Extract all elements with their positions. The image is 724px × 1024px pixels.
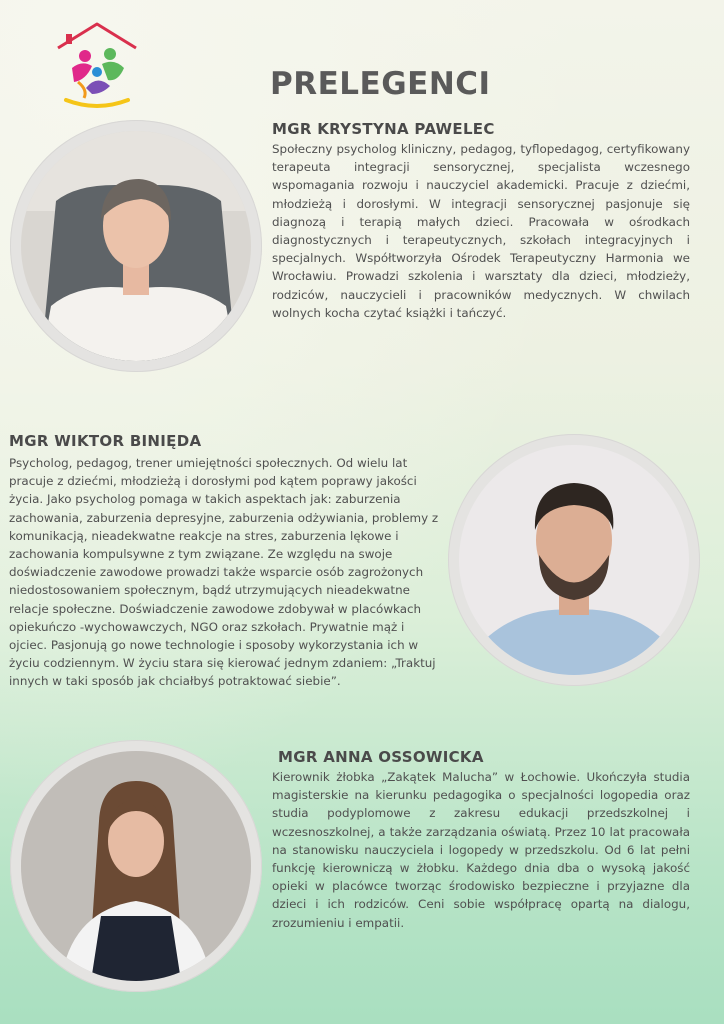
- speaker-name: MGR KRYSTYNA PAWELEC: [272, 120, 495, 138]
- speaker-name: MGR WIKTOR BINIĘDA: [9, 432, 202, 450]
- speaker-name: MGR ANNA OSSOWICKA: [278, 748, 484, 766]
- speaker-photo-wiktor: [459, 445, 689, 675]
- speaker-bio: Kierownik żłobka „Zakątek Malucha” w Łochowie. Ukończyła studia magisterskie na kierunku pedagogika o specjalności logopedia oraz studia podyplomowe z zakresu edukacji przedszkolnej i wczesnoszkolnej, a także zarządzania oświatą. Przez 10 lat pracowała na stanowisku nauczyciela i logopedy w przedszkolu. Od 6 lat pełni funkcję kierowniczą w żłobku. Każdego dnia dba o wysoką jakość opieki w placówce tworząc środowisko bezpieczne i przyjazne dla dzieci i ich rodziców. Ceni sobie współpracę opartą na dialogu, zrozumieniu i empatii.: [272, 770, 690, 930]
- speaker-bio: Społeczny psycholog kliniczny, pedagog, tyflopedagog, certyfikowany terapeuta integracji sensorycznej, specjalista wczesnego wspomagania rozwoju i nauczyciel akademicki. Pracuje z dziećmi, młodzieżą i dorosłymi. W integracji sensorycznej pasjonuje się diagnozą i terapią małych dzieci. Pracowała w ośrodkach diagnostycznych i terapeutycznych, szkołach integracyjnych i specjalnych. Współtworzyła Ośrodek Terapeutyczny Harmonia we Wrocławiu. Prowadzi szkolenia i warsztaty dla dzieci, młodzieży, rodziców, nauczycieli i pracowników medycznych. W chwilach wolnych kocha czytać książki i tańczyć.: [272, 142, 690, 320]
- family-house-logo-icon: [52, 18, 142, 110]
- speaker-photo-anna: [21, 751, 251, 981]
- speaker-bio: Psycholog, pedagog, trener umiejętności społecznych. Od wielu lat pracuje z dziećmi, młodzieżą i dorosłymi pod kątem poprawy jakości życia. Jako psycholog pomaga w takich aspektach jak: zaburzenia zachowania, zaburzenia depresyjne, zaburzenia odżywiania, problemy z komunikacją, nieadekwatne reakcje na stres, zaburzenia lękowe i zachowania kompulsywne z tym związane. Ze względu na swoje doświadczenie zawodowe prowadzi także wsparcie osób zagrożonych niedostosowaniem społecznym, bądź utrzymujących nieadekwatne relacje społeczne. Doświadczenie zawodowe zdobywał w placówkach opiekuńczo -wychowawczych, NGO oraz szkołach. Prywatnie mąż i ojciec. Pasjonują go nowe technologie i sposoby wykorzystania ich w życiu codziennym. W życiu stara się kierować jednym zdaniem: „Traktuj innych w taki sposób jak chciałbyś potraktować siebie”.: [9, 456, 439, 689]
- speaker-photo-krystyna: [21, 131, 251, 361]
- page-title: PRELEGENCI: [270, 66, 491, 102]
